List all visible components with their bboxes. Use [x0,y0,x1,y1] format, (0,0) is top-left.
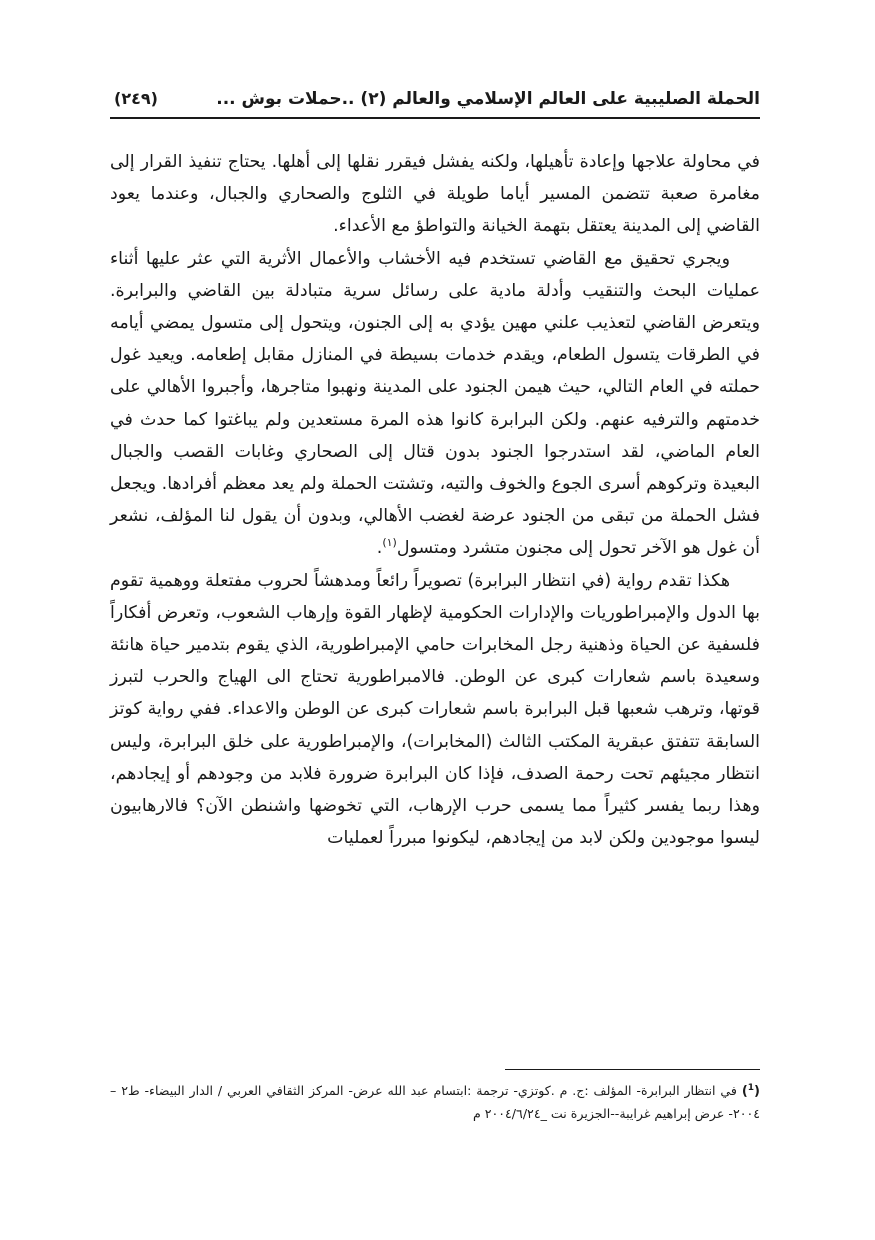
paragraph-1 [110,146,760,243]
paragraph-2-text: ويجري تحقيق مع القاضي تستخدم فيه الأخشاب والأعمال الأثرية التي عثر عليها أثناء عمليات البحث والتنقيب وأدلة مادية على رسائل سرية متبادلة بين القاضي والبرابرة. ويتعرض القاضي لتعذيب علني مهين يؤدي به إلى الجنون، ويتحول إلى متسول يمضي أيامه في الطرقات يتسول الطعام، ويقدم خدمات بسيطة في المنازل مقابل إطعامه. ويعيد غول حملته في العام التالي، حيث هيمن الجنود على المدينة ونهبوا متاجرها، وأجبروا الأهالي على خدمتهم والترفيه عنهم. ولكن البرابرة كانوا هذه المرة مستعدين ولم يباغتوا كما حدث في العام الماضي، لقد استدرجوا الجنود بدون قتال إلى الصحاري وغابات القصب والجبال البعيدة وتركوهم أسرى الجوع والخوف والتيه، وتشتت الحملة ولم يعد معظم أفرادها. ويجعل فشل الحملة من تبقى من الجنود عرضة لغضب الأهالي، وبدون أن يقول لنا المؤلف، نشعر أن غول هو الآخر تحول إلى مجنون متشرد ومتسول [110,248,760,559]
footnote-number: 1 [747,1082,755,1093]
paragraph-1-text: في محاولة علاجها وإعادة تأهيلها، ولكنه يفشل فيقرر نقلها إلى أهلها. يحتاج تنفيذ القرار إلى مغامرة صعبة تتضمن المسير أياما طويلة في الثلوج والصحاري والجبال، وعندما يعود القاضي إلى المدينة يعتقل بتهمة الخيانة والتواطؤ مع الأعداء. [110,152,760,237]
footnote-text: في انتظار البرابرة- المؤلف :ج. م .كوتزي- ترجمة :ابتسام عبد الله عرض- المركز الثقافي العربي / الدار البيضاء- ط٢ – ٢٠٠٤- عرض إبراهيم غرايبة--الجزيرة نت _٢٠٠٤/٦/٢٤ م [110,1083,760,1121]
paragraph-2-tail: . [376,538,383,559]
paragraph-3-text: هكذا تقدم رواية (في انتظار البرابرة) تصويراً رائعاً ومدهشاً لحروب مفتعلة ووهمية تقوم بها الدول والإمبراطوريات والإدارات الحكومية لإظهار القوة وإرهاب الشعوب، وتعرض أفكاراً فلسفية عن الحياة وذهنية رجل المخابرات حامي الإمبراطورية، الذي يقوم بتدمير حياة هانئة وسعيدة باسم شعارات كبرى عن الوطن. فالامبراطورية تحتاج الى الهياج والحرب لتبرز قوتها، وترهب شعبها قبل البرابرة باسم شعارات كبرى عن الوطن والاعداء. ففي رواية كوتز السابقة تتفتق عبقرية المكتب الثالث (المخابرات)، والإمبراطورية على خلق البرابرة، وليس انتظار مجيئهم تحت رحمة الصدف، فإذا كان البرابرة ضرورة فلابد من وجودهم أو إيجادهم، وهذا ربما يفسر كثيراً مما يسمى حرب الإرهاب، التي تخوضها واشنطن الآن؟ فالارهابيون ليسوا موجودين ولكن لابد من إيجادهم، ليكونوا مبرراً لعمليات [110,570,760,849]
paragraph-2 [110,243,760,565]
footnote-reference[interactable]: (١) [382,536,397,550]
footnote-divider [505,1069,760,1070]
page-number: (٢٤٩) [114,89,158,108]
footnote [110,1080,760,1125]
paragraph-3 [110,565,760,855]
body-text [110,146,760,854]
footnote-close-mark: ) [741,1084,748,1099]
header-divider [110,117,760,119]
running-header [110,85,760,119]
header-title: الحملة الصليبية على العالم الإسلامي والعالم (٢) ..حملات بوش ... [216,89,760,109]
footnote-open-mark: ( [754,1084,760,1099]
